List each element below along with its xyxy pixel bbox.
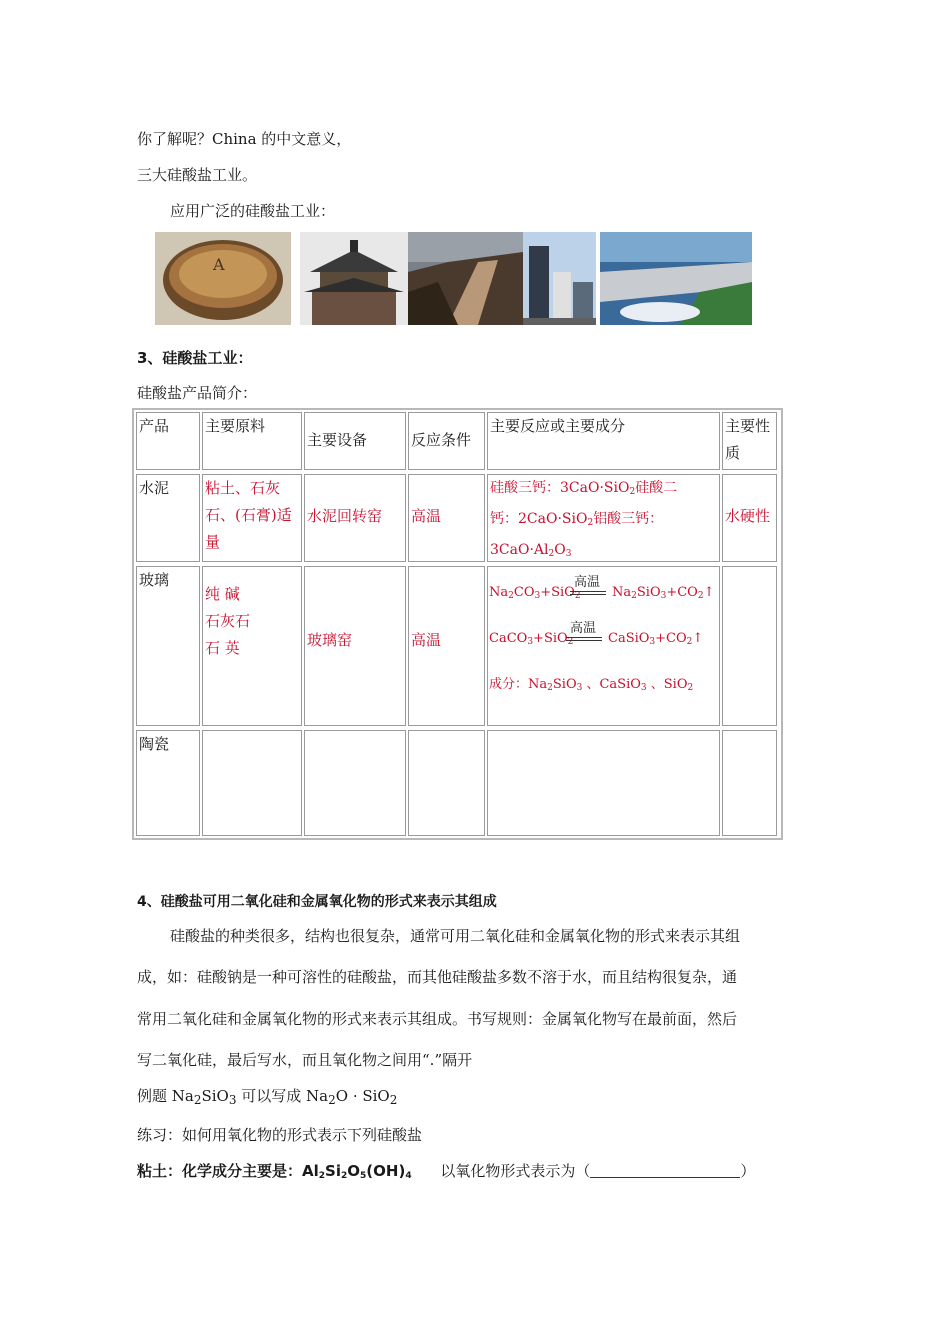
glass-eq1-arrow	[570, 591, 606, 595]
ceramic-name: 陶瓷	[136, 730, 200, 836]
glass-composition: 成分：$Na_2SiO_3$ 、CaSiO$_3$ 、SiO$_2$	[489, 677, 694, 693]
clay-label: 粘土：化学成分主要是：	[137, 1162, 303, 1180]
cement-raw-materials: 粘土、石灰 石、(石膏)适 量	[202, 474, 302, 562]
cement-reaction: 硅酸三钙：3CaO·SiO$_2$硅酸二 钙：2CaO·SiO$_2$铝酸三钙： $3CaO\cdot Al_2O_3$	[487, 474, 720, 562]
glass-equation-2: CaCO$_3$+SiO$_2$	[489, 631, 574, 647]
clay-line: 粘土：化学成分主要是：$Al_2Si_2O_5(OH)_4$ 以氧化物形式表示为（ ）	[137, 1162, 756, 1181]
section-4-para-line-1: 硅酸盐的种类很多，结构也很复杂，通常可用二氧化硅和金属氧化物的形式来表示其组	[170, 927, 741, 945]
section-4-para-line-2: 成，如：硅酸钠是一种可溶性的硅酸盐，而其他硅酸盐多数不溶于水，而且结构很复杂，通	[137, 968, 738, 986]
glass-equation-2-right: $CaSiO_3+CO_2↑$	[608, 631, 704, 647]
section-3-heading: 3、硅酸盐工业：	[137, 349, 253, 367]
ceramic-reaction	[487, 730, 720, 836]
section-4-para-line-4: 写二氧化硅，最后写水，而且氧化物之间用“.”隔开	[137, 1051, 473, 1069]
cement-condition: 高温	[408, 474, 485, 562]
glass-eq2-condition: 高温	[570, 621, 597, 636]
cement-property: 水硬性	[722, 474, 777, 562]
header-property: 主要性 质	[722, 412, 777, 470]
silicate-products-table	[132, 408, 783, 840]
glass-property	[722, 566, 777, 726]
clay-formula: $Al_2Si_2O_5(OH)_4$	[302, 1162, 412, 1181]
ceramic-raw-materials	[202, 730, 302, 836]
glass-eq2-arrow	[566, 637, 602, 641]
header-reaction: 主要反应或主要成分	[487, 412, 720, 470]
buildings-image	[523, 232, 596, 325]
glass-equipment: 玻璃窑	[304, 566, 406, 726]
section-4-heading: 4、硅酸盐可用二氧化硅和金属氧化物的形式来表示其组成	[137, 894, 497, 910]
answer-blank[interactable]	[590, 1163, 740, 1178]
pagoda-image	[300, 232, 408, 325]
header-product: 产品	[136, 412, 200, 470]
intro-line-1: 你了解呢？China 的中文意义，	[137, 130, 352, 148]
section-3-subheading: 硅酸盐产品简介：	[137, 384, 258, 402]
pottery-bowl-image	[155, 232, 291, 325]
practice-line: 练习：如何用氧化物的形式表示下列硅酸盐	[137, 1126, 423, 1144]
ceramic-property	[722, 730, 777, 836]
section-4-para-line-3: 常用二氧化硅和金属氧化物的形式来表示其组成。书写规则：金属氧化物写在最前面，然后	[137, 1010, 738, 1028]
glass-equation-1-right: $Na_2SiO_3+CO_2↑$	[612, 585, 715, 601]
cement-equipment: 水泥回转窑	[304, 474, 406, 562]
cement-name: 水泥	[136, 474, 200, 562]
glass-condition: 高温	[408, 566, 485, 726]
dam-image	[600, 232, 752, 325]
header-equipment: 主要设备	[304, 412, 406, 470]
ceramic-equipment	[304, 730, 406, 836]
example-line: 例题 $Na_2SiO_3$ 可以写成 $Na_2O \cdot SiO_2$	[137, 1087, 398, 1107]
glass-reaction	[487, 566, 720, 726]
intro-line-2: 三大硅酸盐工业。	[137, 166, 258, 184]
intro-line-3: 应用广泛的硅酸盐工业：	[170, 202, 336, 220]
glass-raw-materials: 纯 碱 石灰石 石 英	[202, 566, 302, 726]
glass-name: 玻璃	[136, 566, 200, 726]
svg-text:A: A	[213, 255, 225, 274]
great-wall-image	[408, 232, 523, 325]
ceramic-condition	[408, 730, 485, 836]
glass-eq1-condition: 高温	[574, 575, 601, 590]
header-condition: 反应条件	[408, 412, 485, 470]
header-raw-materials: 主要原料	[202, 412, 302, 470]
glass-equation-1: $Na_2CO_3+SiO_2$	[489, 585, 581, 601]
